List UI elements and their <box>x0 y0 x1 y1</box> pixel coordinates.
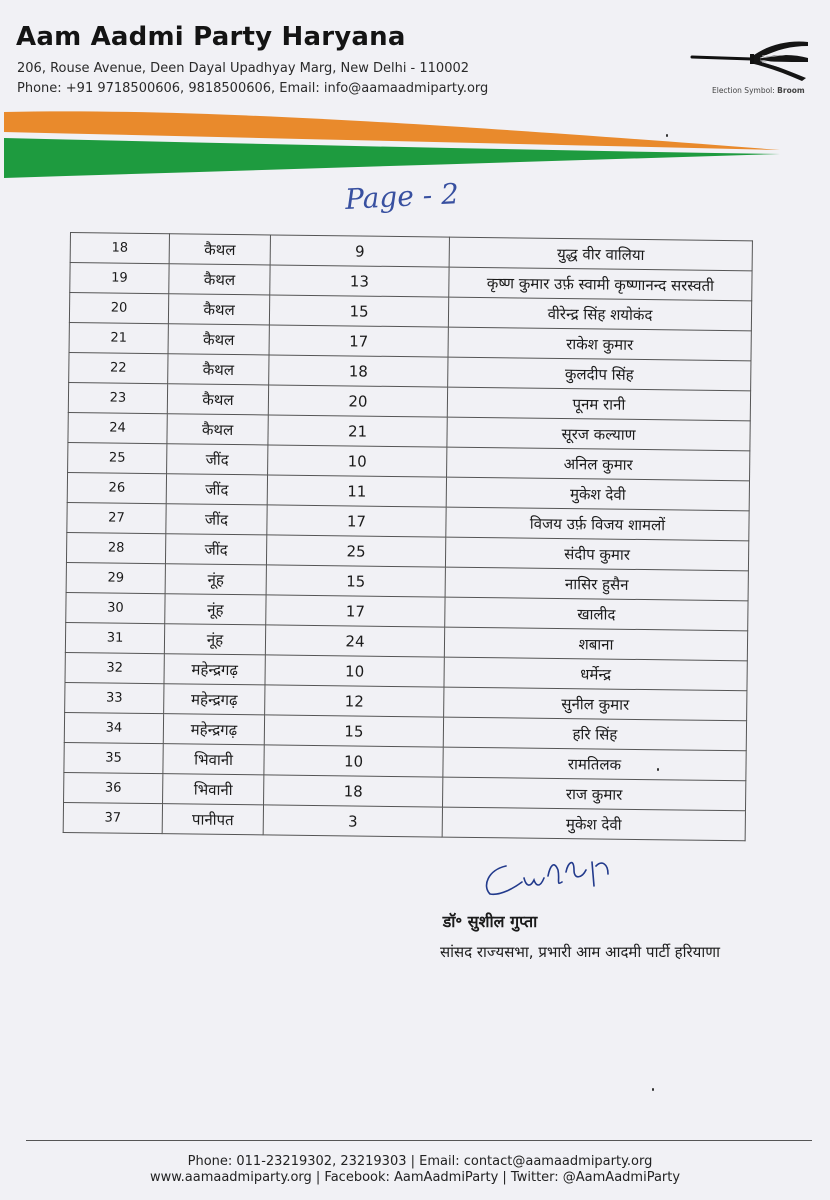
candidate-name-cell: युद्ध वीर वालिया <box>449 237 752 271</box>
serial-number-cell: 21 <box>69 322 168 353</box>
serial-number-cell: 23 <box>68 382 167 413</box>
candidate-name-cell: कृष्ण कुमार उर्फ़ स्वामी कृष्णानन्द सरस्वती <box>449 267 752 301</box>
candidate-name-cell: मुकेश देवी <box>446 477 749 511</box>
candidate-name-cell: संदीप कुमार <box>445 537 748 571</box>
serial-number-cell: 18 <box>70 233 169 264</box>
district-cell: कैथल <box>169 264 270 295</box>
district-cell: महेन्द्रगढ़ <box>164 654 265 685</box>
ward-number-cell: 18 <box>269 355 448 387</box>
footer-divider <box>26 1140 812 1141</box>
district-cell: नूंह <box>164 624 265 655</box>
district-cell: नूंह <box>165 564 266 595</box>
candidate-name-cell: राकेश कुमार <box>448 327 751 361</box>
ward-number-cell: 10 <box>268 445 447 477</box>
serial-number-cell: 27 <box>67 502 166 533</box>
candidate-name-cell: शबाना <box>444 627 747 661</box>
serial-number-cell: 22 <box>69 352 168 383</box>
serial-number-cell: 26 <box>67 472 166 503</box>
ward-number-cell: 3 <box>263 805 442 837</box>
district-cell: कैथल <box>168 294 269 325</box>
ward-number-cell: 10 <box>264 745 443 777</box>
symbol-label: Election Symbol: <box>712 86 775 95</box>
serial-number-cell: 35 <box>64 742 163 773</box>
candidate-name-cell: खालीद <box>445 597 748 631</box>
serial-number-cell: 25 <box>68 442 167 473</box>
ward-number-cell: 15 <box>266 565 445 597</box>
signatory-name: डॉ॰ सुशील गुप्ता <box>442 912 538 931</box>
footer-contact: Phone: 011-23219302, 23219303 | Email: contact@aamaadmiparty.org <box>187 1154 653 1169</box>
serial-number-cell: 28 <box>66 532 165 563</box>
district-cell: जींद <box>165 534 266 565</box>
scan-speck <box>666 134 668 137</box>
district-cell: जींद <box>166 474 267 505</box>
district-cell: कैथल <box>167 414 268 445</box>
handwritten-page-note: Page - 2 <box>344 177 460 216</box>
party-address: 206, Rouse Avenue, Deen Dayal Upadhyay Marg, New Delhi - 110002 <box>17 61 470 76</box>
candidate-table-sheet <box>63 232 770 851</box>
candidate-table <box>63 232 753 841</box>
candidate-name-cell: मुकेश देवी <box>442 807 745 841</box>
candidate-name-cell: विजय उर्फ़ विजय शामलों <box>446 507 749 541</box>
footer-social: www.aamaadmiparty.org | Facebook: AamAadmiParty | Twitter: @AamAadmiParty <box>149 1170 681 1185</box>
signature <box>478 852 638 902</box>
ward-number-cell: 20 <box>268 385 447 417</box>
ward-number-cell: 15 <box>269 295 448 327</box>
party-title: Aam Aadmi Party Haryana <box>16 22 406 52</box>
serial-number-cell: 29 <box>66 562 165 593</box>
candidate-name-cell: वीरेन्द्र सिंह शयोकंद <box>448 297 751 331</box>
broom-icon <box>690 40 810 82</box>
candidate-name-cell: अनिल कुमार <box>447 447 750 481</box>
district-cell: कैथल <box>169 234 270 265</box>
serial-number-cell: 24 <box>68 412 167 443</box>
ward-number-cell: 17 <box>269 325 448 357</box>
serial-number-cell: 34 <box>64 712 163 743</box>
ward-number-cell: 10 <box>265 655 444 687</box>
district-cell: पानीपत <box>162 804 263 835</box>
candidate-name-cell: सुनील कुमार <box>444 687 747 721</box>
candidate-name-cell: हरि सिंह <box>443 717 746 751</box>
district-cell: कैथल <box>167 384 268 415</box>
serial-number-cell: 32 <box>65 652 164 683</box>
symbol-name: Broom <box>777 86 805 95</box>
signatory-designation: सांसद राज्यसभा, प्रभारी आम आदमी पार्टी हरियाणा <box>440 943 720 961</box>
scan-speck <box>657 768 659 771</box>
candidate-name-cell: पूनम रानी <box>447 387 750 421</box>
candidate-name-cell: राज कुमार <box>443 777 746 811</box>
district-cell: भिवानी <box>163 774 264 805</box>
candidate-name-cell: धर्मेन्द्र <box>444 657 747 691</box>
serial-number-cell: 30 <box>66 592 165 623</box>
election-symbol-caption <box>712 86 805 95</box>
candidate-name-cell: सूरज कल्याण <box>447 417 750 451</box>
serial-number-cell: 20 <box>69 293 168 324</box>
ward-number-cell: 24 <box>265 625 444 657</box>
serial-number-cell: 31 <box>65 622 164 653</box>
ward-number-cell: 9 <box>270 235 449 267</box>
ward-number-cell: 18 <box>264 775 443 807</box>
district-cell: नूंह <box>165 594 266 625</box>
district-cell: महेन्द्रगढ़ <box>164 684 265 715</box>
ward-number-cell: 12 <box>265 685 444 717</box>
district-cell: कैथल <box>168 324 269 355</box>
serial-number-cell: 36 <box>64 772 163 803</box>
district-cell: भिवानी <box>163 744 264 775</box>
ward-number-cell: 25 <box>266 535 445 567</box>
ward-number-cell: 21 <box>268 415 447 447</box>
district-cell: महेन्द्रगढ़ <box>163 714 264 745</box>
ward-number-cell: 15 <box>264 715 443 747</box>
candidate-name-cell: नासिर हुसैन <box>445 567 748 601</box>
ward-number-cell: 17 <box>266 595 445 627</box>
serial-number-cell: 33 <box>65 682 164 713</box>
candidate-table-body <box>63 233 752 841</box>
district-cell: जींद <box>167 444 268 475</box>
serial-number-cell: 37 <box>63 802 162 833</box>
district-cell: कैथल <box>168 354 269 385</box>
candidate-name-cell: रामतिलक <box>443 747 746 781</box>
ward-number-cell: 11 <box>267 475 446 507</box>
ward-number-cell: 13 <box>270 265 449 297</box>
district-cell: जींद <box>166 504 267 535</box>
serial-number-cell: 19 <box>70 263 169 294</box>
party-contact: Phone: +91 9718500606, 9818500606, Email: info@aamaadmiparty.org <box>17 81 489 96</box>
candidate-name-cell: कुलदीप सिंह <box>448 357 751 391</box>
ward-number-cell: 17 <box>267 505 446 537</box>
scan-speck <box>652 1088 654 1091</box>
tricolor-swoosh <box>0 104 830 180</box>
